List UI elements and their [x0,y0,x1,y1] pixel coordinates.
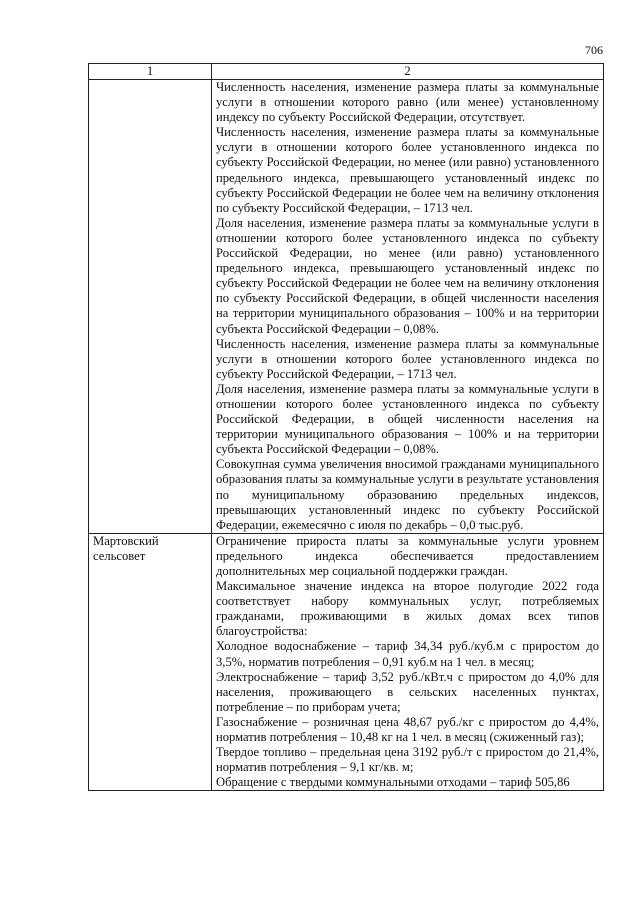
municipality-cell: Мартовский сельсовет [89,533,212,791]
paragraph: Максимальное значение индекса на второе полугодие 2022 года соответствует набору коммунальных услуг, потребляемых гражданами, проживающими в жилых домах всех типов благоустройства: [216,579,599,639]
paragraph: Ограничение прироста платы за коммунальные услуги уровнем предельного индекса обеспечивается предоставлением дополнительных мер социальной поддержки граждан. [216,533,599,578]
paragraph: Численность населения, изменение размера платы за коммунальные услуги в отношении которого более установленного индекса по субъекту Российской Федерации, – 1713 чел. [216,336,599,381]
paragraph: Обращение с твердыми коммунальными отходами – тариф 505,86 [216,775,570,790]
content-table [88,63,604,791]
page-number: 706 [585,43,603,57]
paragraph: Газоснабжение – розничная цена 48,67 руб./кг с приростом до 4,4%, норматив потребления – 10,48 кг на 1 чел. в месяц (сжиженный газ); [216,714,599,745]
table-row [89,80,604,534]
paragraph: Доля населения, изменение размера платы за коммунальные услуги в отношении которого более установленного индекса по субъекту Российской Федерации, в общей численности населения на территории муниципального образования – 100% и на территории субъекта Российской Федерации – 0,08%. [216,381,599,457]
column-header-2: 2 [212,64,604,80]
paragraph: Твердое топливо – предельная цена 3192 руб./т с приростом до 21,4%, норматив потребления – 9,1 кг/кв. м; [216,745,599,775]
paragraph: Численность населения, изменение размера платы за коммунальные услуги в отношении которого равно (или менее) установленному индексу по субъекту Российской Федерации, отсутствует. [216,80,599,125]
description-cell [212,533,604,791]
description-cell [212,80,604,534]
paragraph: Холодное водоснабжение – тариф 34,34 руб./куб.м с приростом до 3,5%, норматив потребления – 0,91 куб.м на 1 чел. в месяц; [216,639,599,669]
paragraph: Совокупная сумма увеличения вносимой гражданами муниципального образования платы за коммунальные услуги в результате установления по муниципальному образованию предельных индексов, превышающих установленный индекс по субъекту Российской Федерации, ежемесячно с июля по декабрь – 0,0 тыс.руб. [216,457,599,532]
column-header-1: 1 [89,64,212,80]
table-row [89,533,604,791]
paragraph: Доля населения, изменение размера платы за коммунальные услуги в отношении которого более установленного индекса по субъекту Российской Федерации, но менее (или равно) установленного предельного индекса, превышающего установленный индекс по субъекту Российской Федерации не более чем на величину отклонения по субъекту Российской Федерации, в общей численности населения на территории муниципального образования – 100% и на территории субъекта Российской Федерации – 0,08%. [216,215,599,336]
paragraph: Численность населения, изменение размера платы за коммунальные услуги в отношении которого более установленного индекса по субъекту Российской Федерации, но менее (или равно) установленного предельного индекса, превышающего установленный индекс по субъекту Российской Федерации не более чем на величину отклонения по субъекту Российской Федерации, – 1713 чел. [216,125,599,215]
municipality-cell [89,80,212,534]
table-header-row [89,64,604,80]
paragraph: Электроснабжение – тариф 3,52 руб./кВт.ч с приростом до 4,0% для населения, проживающего в сельских населенных пунктах, потребление – по приборам учета; [216,669,599,714]
